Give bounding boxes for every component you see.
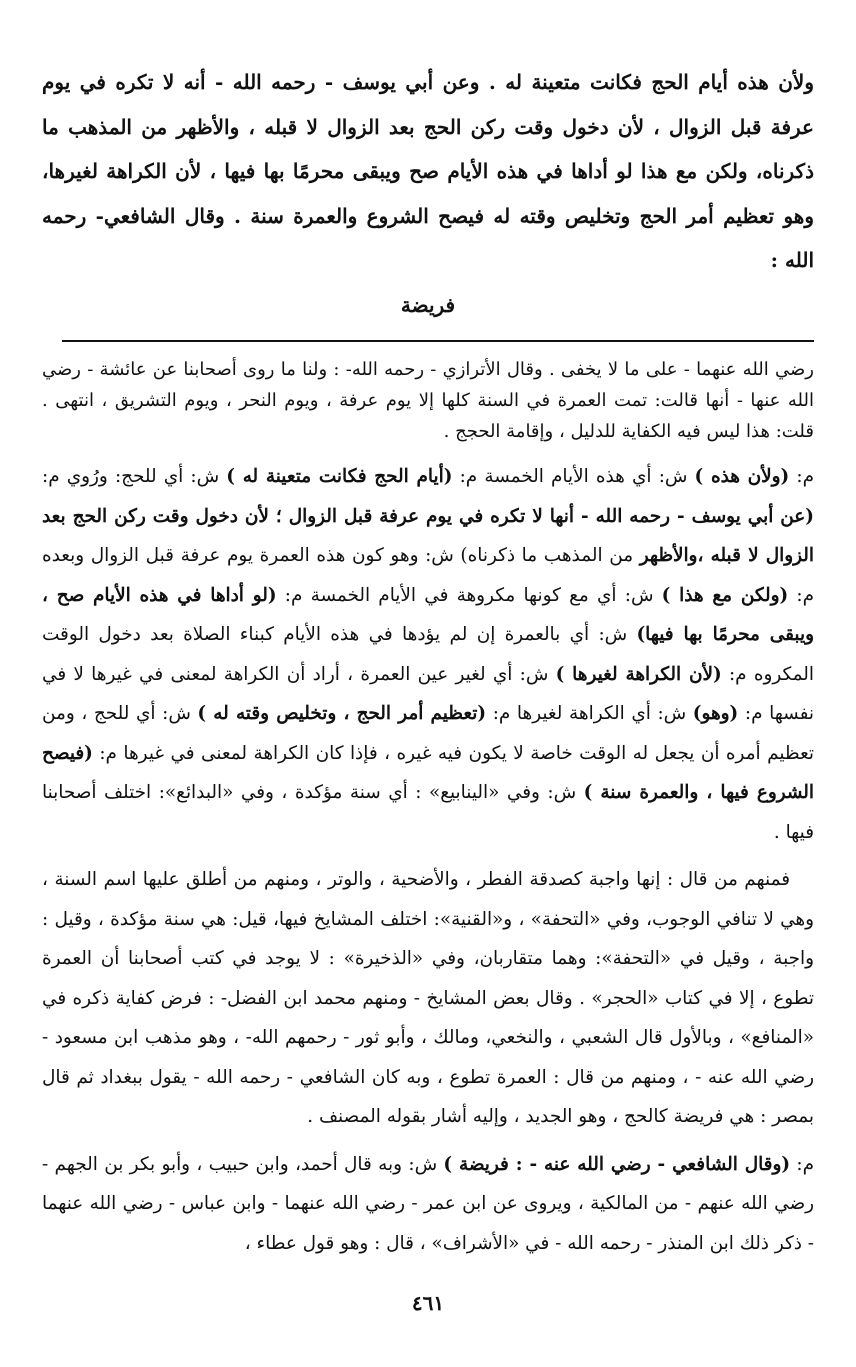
p3-segment-2: ش: وبه قال أحمد، وابن حبيب ، وأبو بكر بن الجهم - رضي الله عنهم - من المالكية ، ويروى عن ابن عمر - رضي الله عنهما - وابن عباس - رضي الله عنهما - ذكر ذلك ابن المنذر - رحمه الله - في «الأشراف» ، قال : وهو قول عطاء ،: [42, 1153, 814, 1254]
p1-segment-15: (تعظيم أمر الحج ، وتخليص وقته له ): [197, 703, 487, 724]
footnote: رضي الله عنهما - على ما لا يخفى . وقال الأترازي - رحمه الله- : ولنا ما روى أصحابنا عن عائشة - رضي الله عنها - أنها قالت: تمت العمرة في السنة كلها إلا يوم عرفة ، ويوم النحر ، ويوم التشريق ، انتهى . قلت: هذا ليس فيه الكفاية للدليل ، وإقامة الحجج .: [42, 359, 814, 442]
matn-text: [42, 60, 814, 327]
p1-segment-4: ش: أي للحج: ورُوي م:: [42, 466, 227, 487]
p1-segment-5: (عن أبي يوسف - رحمه الله - أنها لا تكره في يوم عرفة قبل الزوال ؛ لأن دخول وقت ركن الحج بعد الزوال لا قبله ،والأظهر: [42, 505, 814, 566]
commentary: [42, 457, 814, 1263]
p1-segment-9: (لو أداها في هذه الأيام صح ، ويبقى محرمًا بها فيها): [42, 584, 814, 645]
p3-segment-1: (وقال الشافعي - رضي الله عنه - : فريضة ): [443, 1153, 791, 1175]
p1-segment-0: م:: [789, 466, 814, 487]
p1-segment-11: (لأن الكراهة لغيرها ): [555, 663, 722, 685]
commentary-paragraph-1: [42, 457, 814, 852]
commentary-paragraph-3: [42, 1145, 814, 1264]
p1-segment-6: من المذهب ما ذكرناه) ش: وهو كون هذه العمرة يوم عرفة قبل الزوال وبعده م:: [42, 545, 814, 606]
p1-segment-8: ش: أي مع كونها مكروهة في الأيام الخمسة م:: [276, 584, 662, 606]
p1-segment-17: (فيصح الشروع فيها ، والعمرة سنة ): [42, 742, 814, 803]
page-content: [42, 60, 814, 1271]
matn-body: ولأن هذه أيام الحج فكانت متعينة له . وعن أبي يوسف - رحمه الله - أنه لا تكره في يوم عرفة قبل الزوال ، لأن دخول وقت ركن الحج بعد الزوال لا قبله ، والأظهر من المذهب ما ذكرناه، ولكن مع هذا لو أداها في هذه الأيام صح ويبقى محرمًا بها فيها ، لأن الكراهة لغيرها، وهو تعظيم أمر الحج وتخليص وقته له فيصح الشروع والعمرة سنة . وقال الشافعي- رحمه الله :: [42, 70, 814, 272]
page-number: ٤٦١: [411, 1291, 445, 1315]
p1-segment-10: ش: أي بالعمرة إن لم يؤدها في هذه الأيام كبناء الصلاة بعد دخول الوقت المكروه م:: [42, 624, 814, 685]
p1-segment-2: ش: أي هذه الأيام الخمسة م:: [452, 466, 695, 487]
commentary-paragraph-2: فمنهم من قال : إنها واجبة كصدقة الفطر ، والأضحية ، والوتر ، ومنهم من أطلق عليها اسم السنة ، وهي لا تنافي الوجوب، وفي «التحفة» ، و«القنية»: اختلف المشايخ فيها، قيل: هي سنة مؤكدة ، وقيل : واجبة ، وقيل في «التحفة»: وهما متقاربان، وفي «الذخيرة» : لا يوجد في كتب أصحابنا أن العمرة تطوع ، إلا في كتاب «الحجر» . وقال بعض المشايخ - ومنهم محمد ابن الفضل- : فرض كفاية ذكره في «المنافع» ، وبالأول قال الشعبي ، والنخعي، ومالك ، وأبو ثور - رحمهم الله- ، وهو مذهب ابن مسعود - رضي الله عنه - ، ومنهم من قال : العمرة تطوع ، وبه كان الشافعي - رحمه الله - يقول ببغداد ثم قال بمصر : هي فريضة كالحج ، وهو الجديد ، وإليه أشار بقوله المصنف .: [42, 869, 814, 1127]
p1-segment-3: (أيام الحج فكانت متعينة له ): [226, 466, 453, 487]
matn-last-word: فريضة: [400, 292, 456, 317]
p1-segment-14: ش: أي الكراهة لغيرها م:: [486, 703, 693, 724]
p1-segment-12: ش: أي لغير عين العمرة ، أراد أن الكراهة لمعنى في غيرها لا في نفسها م:: [42, 663, 815, 724]
p1-segment-7: (ولكن مع هذا ): [661, 584, 789, 606]
p1-segment-18: ش: وفي «الينابيع» : أي سنة مؤكدة ، وفي «البدائع»: اختلف أصحابنا فيها .: [42, 782, 814, 843]
p1-segment-13: (وهو): [692, 703, 739, 724]
separator-line: [62, 340, 814, 342]
p3-segment-0: م:: [790, 1153, 814, 1175]
p1-segment-1: (ولأن هذه ): [694, 466, 790, 487]
p1-segment-16: ش: أي للحج ، ومن تعظيم أمره أن يجعل له الوقت خاصة لا يكون فيه غيره ، فإذا كان الكراهة لمعنى في غيرها م:: [42, 703, 814, 764]
